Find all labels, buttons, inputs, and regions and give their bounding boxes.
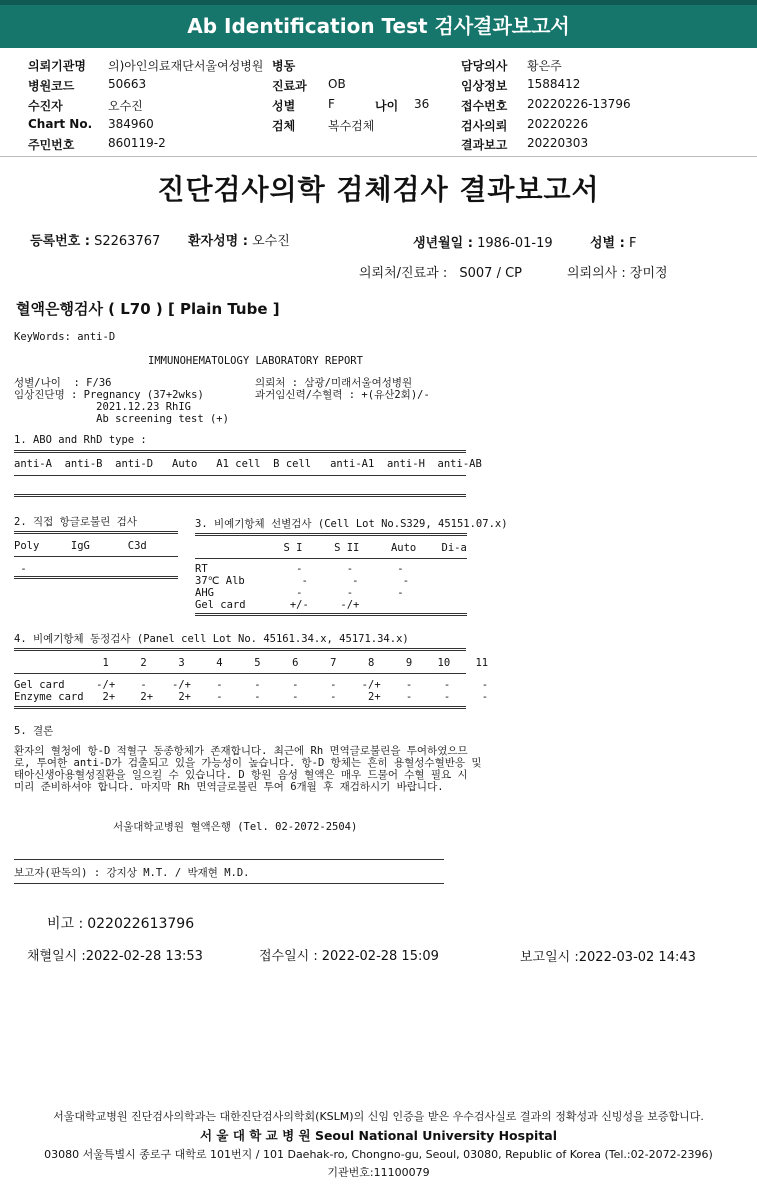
abo-rule-top	[14, 450, 466, 453]
patient-sex-label: 성별 :	[590, 236, 625, 251]
panel-header: 1 2 3 4 5 6 7 8 9 10 11	[14, 657, 489, 669]
chart-no-label: Chart No.	[28, 117, 93, 131]
referral-block: 의뢰처 : 삼광/미래서울여성병원 과거임신력/수혈력 : +(유산2회)/-	[255, 377, 430, 401]
hospital-code-label: 병원코드	[28, 79, 75, 93]
dept-value: OB	[328, 77, 346, 91]
certification-text: 서울대학교병원 진단검사의학과는 대한진단검사의학회(KSLM)의 신임 인증을 받은 우수검사실로 결과의 정확성과 신빙성을 보증합니다.	[53, 1110, 704, 1123]
panel-rule-top	[14, 648, 466, 651]
specimen-value: 복수검체	[328, 119, 375, 133]
hospital-name: 서 울 대 학 교 병 원 Seoul National University Hospital	[199, 1128, 558, 1143]
header-divider	[0, 156, 757, 157]
conclusion-text: 환자의 혈청에 항-D 적혈구 동종항체가 존재합니다. 최근에 Rh 면역글로불린을 투여하였으므로, 투여한 anti-D가 검출되고 있을 가능성이 높습니다. 항-D 항체는 흔히 용혈성수혈반응 및 태아신생아용혈성질환을 일으킬 수 있습니다. D 항원 음성 혈액은 매우 드물어 수혈 필요 시 미리 준비하셔야 합니다. 마지막 Rh 면역글로불린 투여 6개월 후 재검하시기 바랍니다.	[14, 745, 482, 793]
patient-value: 오수진	[108, 99, 143, 113]
requesting-org-value: 의)아인의료재단서울여성병원	[108, 59, 264, 73]
sex-label: 성별	[272, 99, 296, 113]
sex-age-line: 성별/나이 : F/36	[14, 377, 112, 389]
receive-value: 2022-02-28 15:09	[321, 949, 439, 964]
remark-value: 022022613796	[87, 916, 195, 932]
chart-no-value: 384960	[108, 117, 154, 131]
request-date-label: 검사의뢰	[461, 119, 508, 133]
clinical-info-value: 1588412	[527, 77, 581, 91]
dept-label: 진료과	[272, 79, 307, 93]
doctor-label: 담당의사	[461, 59, 508, 73]
remark-label: 비고 :	[47, 916, 84, 932]
screening-rule-mid	[195, 558, 467, 559]
panel-gel-row: Gel card -/+ - -/+ - - - - -/+ - - -	[14, 679, 489, 691]
patient-label: 수진자	[28, 99, 63, 113]
panel-title: 4. 비예기항체 동정검사 (Panel cell Lot No. 45161.34.x, 45171.34.x)	[14, 633, 409, 645]
patient-name-value: 오수진	[252, 234, 290, 249]
abo-rule-mid	[14, 475, 466, 476]
abo-title: 1. ABO and RhD type :	[14, 434, 147, 446]
report-time-label: 보고일시 :	[520, 950, 579, 965]
screening-rule-bottom	[195, 613, 467, 616]
ref-dept-label: 의뢰처/진료과 :	[359, 266, 448, 281]
dat-title: 2. 직접 항글로불린 검사	[14, 516, 137, 528]
banner-title: Ab Identification Test 검사결과보고서	[187, 14, 570, 38]
ward-label: 병동	[272, 59, 296, 73]
dat-rule-bottom	[14, 576, 178, 579]
panel-rule-bottom	[14, 706, 466, 709]
report-title: 진단검사의학 검체검사 결과보고서	[157, 173, 600, 206]
reporter-rule-bottom	[14, 883, 444, 884]
dob-value: 1986-01-19	[477, 236, 553, 251]
blood-bank-contact: 서울대학교병원 혈액은행 (Tel. 02-2072-2504)	[113, 821, 358, 833]
doctor-value: 황은주	[527, 59, 562, 73]
patient-sex-value: F	[628, 236, 637, 251]
hospital-code-value: 50663	[108, 77, 147, 91]
screening-rows: RT - - - 37℃ Alb - - - AHG - - - Gel card +/- -/+	[195, 563, 410, 611]
dat-rule-top	[14, 531, 178, 534]
dob-label: 생년월일 :	[413, 236, 473, 251]
report-time-value: 2022-03-02 14:43	[578, 950, 696, 965]
request-date-value: 20220226	[527, 117, 589, 131]
conclusion-title: 5. 결론	[14, 725, 54, 737]
age-value: 36	[414, 97, 430, 111]
screening-header: S I S II Auto Di-a	[195, 542, 467, 554]
report-date-value: 20220303	[527, 136, 589, 150]
panel-enzyme-row: Enzyme card 2+ 2+ 2+ - - - - 2+ - - -	[14, 691, 489, 703]
keywords: KeyWords: anti-D	[14, 331, 116, 343]
ref-doctor-value: 장미정	[629, 266, 668, 281]
institution-number: 기관번호:11100079	[327, 1166, 430, 1179]
accession-value: 20220226-13796	[527, 97, 631, 111]
abo-header: anti-A anti-B anti-D Auto A1 cell B cell anti-A1 anti-H anti-AB	[14, 458, 482, 470]
report-date-label: 결과보고	[461, 138, 508, 152]
receive-label: 접수일시 :	[259, 949, 318, 964]
rrn-label: 주민번호	[28, 138, 75, 152]
patient-name-label: 환자성명 :	[188, 234, 248, 249]
requesting-org-label: 의뢰기관명	[28, 59, 86, 73]
accession-label: 접수번호	[461, 99, 508, 113]
reg-no-label: 등록번호 :	[30, 234, 90, 249]
lab-heading: IMMUNOHEMATOLOGY LABORATORY REPORT	[148, 355, 363, 367]
rrn-value: 860119-2	[108, 136, 166, 150]
screening-rule-top	[195, 533, 467, 536]
section-title: 혈액은행검사 ( L70 ) [ Plain Tube ]	[16, 300, 280, 318]
reporter-line: 보고자(판독의) : 강지상 M.T. / 박재현 M.D.	[14, 867, 250, 879]
reg-no-value: S2263767	[94, 234, 161, 249]
report-banner	[0, 0, 757, 48]
ref-doctor-label: 의뢰의사 :	[567, 266, 626, 281]
dat-values: -	[14, 563, 27, 575]
dat-rule-mid	[14, 556, 178, 557]
screening-title: 3. 비예기항체 선별검사 (Cell Lot No.S329, 45151.07.x)	[195, 518, 508, 530]
abo-rule-bottom	[14, 494, 466, 497]
ref-dept-value: S007 / CP	[459, 266, 523, 281]
collect-value: 2022-02-28 13:53	[85, 949, 203, 964]
reporter-rule-top	[14, 859, 444, 860]
diagnosis-block: 임상진단명 : Pregnancy (37+2wks) 2021.12.23 RhIG Ab screening test (+)	[14, 389, 229, 425]
dat-header: Poly IgG C3d	[14, 540, 147, 552]
collect-label: 채혈일시 :	[27, 949, 86, 964]
hospital-address: 03080 서울특별시 종로구 대학로 101번지 / 101 Daehak-ro, Chongno-gu, Seoul, 03080, Republic of Korea (Tel.:02-2072-2396)	[44, 1148, 713, 1161]
panel-rule-mid	[14, 673, 466, 674]
age-label: 나이	[375, 99, 399, 113]
sex-value: F	[328, 97, 335, 111]
clinical-info-label: 임상정보	[461, 79, 508, 93]
specimen-label: 검체	[272, 119, 296, 133]
